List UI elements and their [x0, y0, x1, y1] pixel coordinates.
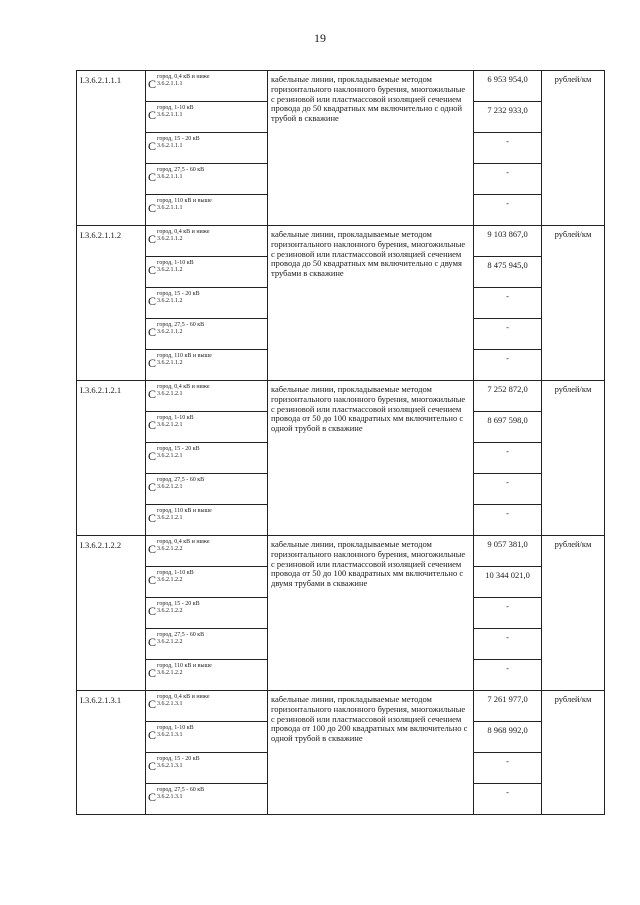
condition-name: город, 15 - 20 кВ [157, 446, 200, 452]
condition-name: город, 27,5 - 60 кВ [157, 787, 205, 793]
condition-label [157, 415, 194, 429]
condition-label [157, 787, 204, 801]
condition-index: 3.6.2.1.2.1 [157, 453, 183, 460]
price-value: - [474, 443, 542, 474]
condition-formula [146, 195, 267, 215]
price-value: - [474, 753, 542, 784]
condition-name: город, 1-10 кВ [157, 725, 194, 731]
condition-index: 3.6.2.1.2.1 [157, 391, 183, 398]
condition-cell [146, 536, 268, 567]
price-value: - [474, 133, 542, 164]
rate-code: I.3.6.2.1.1.1 [77, 71, 146, 226]
condition-label [157, 229, 209, 243]
condition-cell [146, 164, 268, 195]
condition-cell [146, 629, 268, 660]
price-value: - [474, 660, 542, 691]
formula-symbol: C [148, 294, 157, 308]
condition-formula [146, 660, 267, 680]
price-value: - [474, 505, 542, 536]
condition-index: 3.6.2.1.1.2 [157, 360, 183, 367]
table-row [77, 71, 605, 102]
rate-code: I.3.6.2.1.1.2 [77, 226, 146, 381]
unit-label: рублей/км [542, 536, 605, 691]
condition-name: город, 15 - 20 кВ [157, 136, 200, 142]
condition-formula [146, 102, 267, 122]
formula-symbol: C [148, 449, 157, 463]
table-row [77, 691, 605, 722]
condition-cell [146, 257, 268, 288]
condition-label [157, 384, 209, 398]
condition-formula [146, 598, 267, 618]
condition-index: 3.6.2.1.2.1 [157, 422, 183, 429]
condition-index: 3.6.2.1.1.1 [157, 174, 183, 181]
condition-cell [146, 102, 268, 133]
condition-name: город, 0,4 кВ и ниже [157, 74, 210, 80]
condition-name: город, 27,5 - 60 кВ [157, 167, 205, 173]
formula-symbol: C [148, 480, 157, 494]
condition-index: 3.6.2.1.1.2 [157, 236, 183, 243]
unit-label: рублей/км [542, 691, 605, 815]
condition-formula [146, 226, 267, 246]
formula-symbol: C [148, 387, 157, 401]
condition-index: 3.6.2.1.1.2 [157, 298, 183, 305]
condition-label [157, 353, 212, 367]
condition-formula [146, 412, 267, 432]
condition-cell [146, 474, 268, 505]
condition-name: город, 27,5 - 60 кВ [157, 632, 205, 638]
price-value: - [474, 784, 542, 815]
condition-index: 3.6.2.1.3.1 [157, 732, 183, 739]
price-value: - [474, 288, 542, 319]
unit-label: рублей/км [542, 381, 605, 536]
condition-cell [146, 443, 268, 474]
line-description: кабельные линии, прокладываемые методом горизонтального наклонного бурения, многожильные с резиновой или пластмассовой изоляцией сечением провода от 100 до 200 квадратных мм включительно с одной трубой в скважине [268, 691, 474, 815]
rate-code: I.3.6.2.1.2.2 [77, 536, 146, 691]
condition-cell [146, 195, 268, 226]
condition-index: 3.6.2.1.2.1 [157, 484, 183, 491]
unit-label: рублей/км [542, 226, 605, 381]
condition-cell [146, 660, 268, 691]
condition-name: город, 110 кВ и выше [157, 663, 212, 669]
condition-name: город, 1-10 кВ [157, 260, 194, 266]
condition-formula [146, 71, 267, 91]
condition-index: 3.6.2.1.2.2 [157, 546, 183, 553]
condition-name: город, 0,4 кВ и ниже [157, 694, 210, 700]
condition-formula [146, 133, 267, 153]
condition-cell [146, 350, 268, 381]
rate-code: I.3.6.2.1.3.1 [77, 691, 146, 815]
formula-symbol: C [148, 325, 157, 339]
condition-index: 3.6.2.1.3.1 [157, 701, 183, 708]
condition-index: 3.6.2.1.2.2 [157, 670, 183, 677]
condition-cell [146, 784, 268, 815]
condition-formula [146, 319, 267, 339]
formula-symbol: C [148, 759, 157, 773]
condition-label [157, 632, 204, 646]
condition-name: город, 27,5 - 60 кВ [157, 477, 205, 483]
condition-label [157, 508, 212, 522]
condition-formula [146, 753, 267, 773]
condition-cell [146, 722, 268, 753]
condition-label [157, 601, 200, 615]
price-value: 10 344 021,0 [474, 567, 542, 598]
condition-label [157, 446, 200, 460]
condition-cell [146, 226, 268, 257]
formula-symbol: C [148, 263, 157, 277]
condition-formula [146, 629, 267, 649]
condition-label [157, 756, 200, 770]
condition-cell [146, 133, 268, 164]
price-value: 8 475 945,0 [474, 257, 542, 288]
condition-index: 3.6.2.1.3.1 [157, 794, 183, 801]
condition-cell [146, 319, 268, 350]
formula-symbol: C [148, 170, 157, 184]
condition-label [157, 539, 209, 553]
condition-formula [146, 164, 267, 184]
condition-label [157, 136, 200, 150]
condition-label [157, 105, 194, 119]
condition-cell [146, 288, 268, 319]
condition-name: город, 110 кВ и выше [157, 508, 212, 514]
condition-cell [146, 381, 268, 412]
unit-label: рублей/км [542, 71, 605, 226]
condition-name: город, 15 - 20 кВ [157, 756, 200, 762]
formula-symbol: C [148, 108, 157, 122]
condition-cell [146, 567, 268, 598]
rate-code: I.3.6.2.1.2.1 [77, 381, 146, 536]
condition-formula [146, 567, 267, 587]
condition-index: 3.6.2.1.1.1 [157, 143, 183, 150]
condition-index: 3.6.2.1.3.1 [157, 763, 183, 770]
formula-symbol: C [148, 418, 157, 432]
condition-name: город, 1-10 кВ [157, 415, 194, 421]
condition-label [157, 322, 204, 336]
condition-label [157, 663, 212, 677]
formula-symbol: C [148, 635, 157, 649]
table-row [77, 381, 605, 412]
condition-label [157, 167, 204, 181]
price-value: - [474, 319, 542, 350]
condition-name: город, 15 - 20 кВ [157, 291, 200, 297]
condition-index: 3.6.2.1.1.2 [157, 329, 183, 336]
condition-label [157, 570, 194, 584]
condition-label [157, 725, 194, 739]
formula-symbol: C [148, 77, 157, 91]
price-value: 8 968 992,0 [474, 722, 542, 753]
condition-name: город, 27,5 - 60 кВ [157, 322, 205, 328]
formula-symbol: C [148, 573, 157, 587]
condition-name: город, 1-10 кВ [157, 105, 194, 111]
condition-label [157, 74, 209, 88]
price-value: 9 057 381,0 [474, 536, 542, 567]
condition-formula [146, 443, 267, 463]
formula-symbol: C [148, 542, 157, 556]
formula-symbol: C [148, 356, 157, 370]
condition-index: 3.6.2.1.2.2 [157, 639, 183, 646]
line-description: кабельные линии, прокладываемые методом горизонтального наклонного бурения, многожильные с резиновой или пластмассовой изоляцией сечением провода до 50 квадратных мм включительно с двумя трубами в скважине [268, 226, 474, 381]
formula-symbol: C [148, 697, 157, 711]
condition-cell [146, 412, 268, 443]
formula-symbol: C [148, 666, 157, 680]
condition-cell [146, 505, 268, 536]
condition-formula [146, 784, 267, 804]
condition-label [157, 477, 204, 491]
condition-formula [146, 381, 267, 401]
condition-formula [146, 722, 267, 742]
condition-index: 3.6.2.1.2.2 [157, 608, 183, 615]
price-value: - [474, 598, 542, 629]
table-row [77, 226, 605, 257]
line-description: кабельные линии, прокладываемые методом горизонтального наклонного бурения, многожильные с резиновой или пластмассовой изоляцией сечением провода до 50 квадратных мм включительно с одной трубой в скважине [268, 71, 474, 226]
condition-index: 3.6.2.1.2.1 [157, 515, 183, 522]
condition-formula [146, 288, 267, 308]
condition-cell [146, 71, 268, 102]
condition-name: город, 15 - 20 кВ [157, 601, 200, 607]
price-value: 7 232 933,0 [474, 102, 542, 133]
condition-name: город, 0,4 кВ и ниже [157, 539, 210, 545]
price-value: 6 953 954,0 [474, 71, 542, 102]
tariff-table-body [77, 71, 605, 815]
condition-formula [146, 691, 267, 711]
condition-label [157, 291, 200, 305]
page-number: 19 [314, 31, 326, 45]
condition-label [157, 260, 194, 274]
condition-label [157, 198, 212, 212]
price-value: 7 252 872,0 [474, 381, 542, 412]
condition-name: город, 110 кВ и выше [157, 353, 212, 359]
price-value: - [474, 195, 542, 226]
price-value: 8 697 598,0 [474, 412, 542, 443]
formula-symbol: C [148, 604, 157, 618]
formula-symbol: C [148, 511, 157, 525]
line-description: кабельные линии, прокладываемые методом горизонтального наклонного бурения, многожильные с резиновой или пластмассовой изоляцией сечением провода от 50 до 100 квадратных мм включительно с одной трубой в скважине [268, 381, 474, 536]
condition-cell [146, 598, 268, 629]
condition-index: 3.6.2.1.1.1 [157, 81, 183, 88]
formula-symbol: C [148, 139, 157, 153]
condition-formula [146, 350, 267, 370]
tariff-table [76, 70, 605, 815]
condition-index: 3.6.2.1.2.2 [157, 577, 183, 584]
price-value: 7 261 977,0 [474, 691, 542, 722]
price-value: - [474, 164, 542, 195]
line-description: кабельные линии, прокладываемые методом горизонтального наклонного бурения, многожильные с резиновой или пластмассовой изоляцией сечением провода от 50 до 100 квадратных мм включительно с двумя трубами в скважине [268, 536, 474, 691]
price-value: 9 103 867,0 [474, 226, 542, 257]
table-row [77, 536, 605, 567]
condition-name: город, 0,4 кВ и ниже [157, 229, 210, 235]
condition-index: 3.6.2.1.1.1 [157, 112, 183, 119]
price-value: - [474, 629, 542, 660]
condition-index: 3.6.2.1.1.2 [157, 267, 183, 274]
condition-formula [146, 505, 267, 525]
condition-name: город, 1-10 кВ [157, 570, 194, 576]
condition-name: город, 0,4 кВ и ниже [157, 384, 210, 390]
formula-symbol: C [148, 790, 157, 804]
condition-index: 3.6.2.1.1.1 [157, 205, 183, 212]
formula-symbol: C [148, 728, 157, 742]
condition-cell [146, 753, 268, 784]
condition-cell [146, 691, 268, 722]
price-value: - [474, 474, 542, 505]
price-value: - [474, 350, 542, 381]
formula-symbol: C [148, 232, 157, 246]
condition-formula [146, 536, 267, 556]
condition-name: город, 110 кВ и выше [157, 198, 212, 204]
condition-label [157, 694, 209, 708]
condition-formula [146, 474, 267, 494]
formula-symbol: C [148, 201, 157, 215]
condition-formula [146, 257, 267, 277]
